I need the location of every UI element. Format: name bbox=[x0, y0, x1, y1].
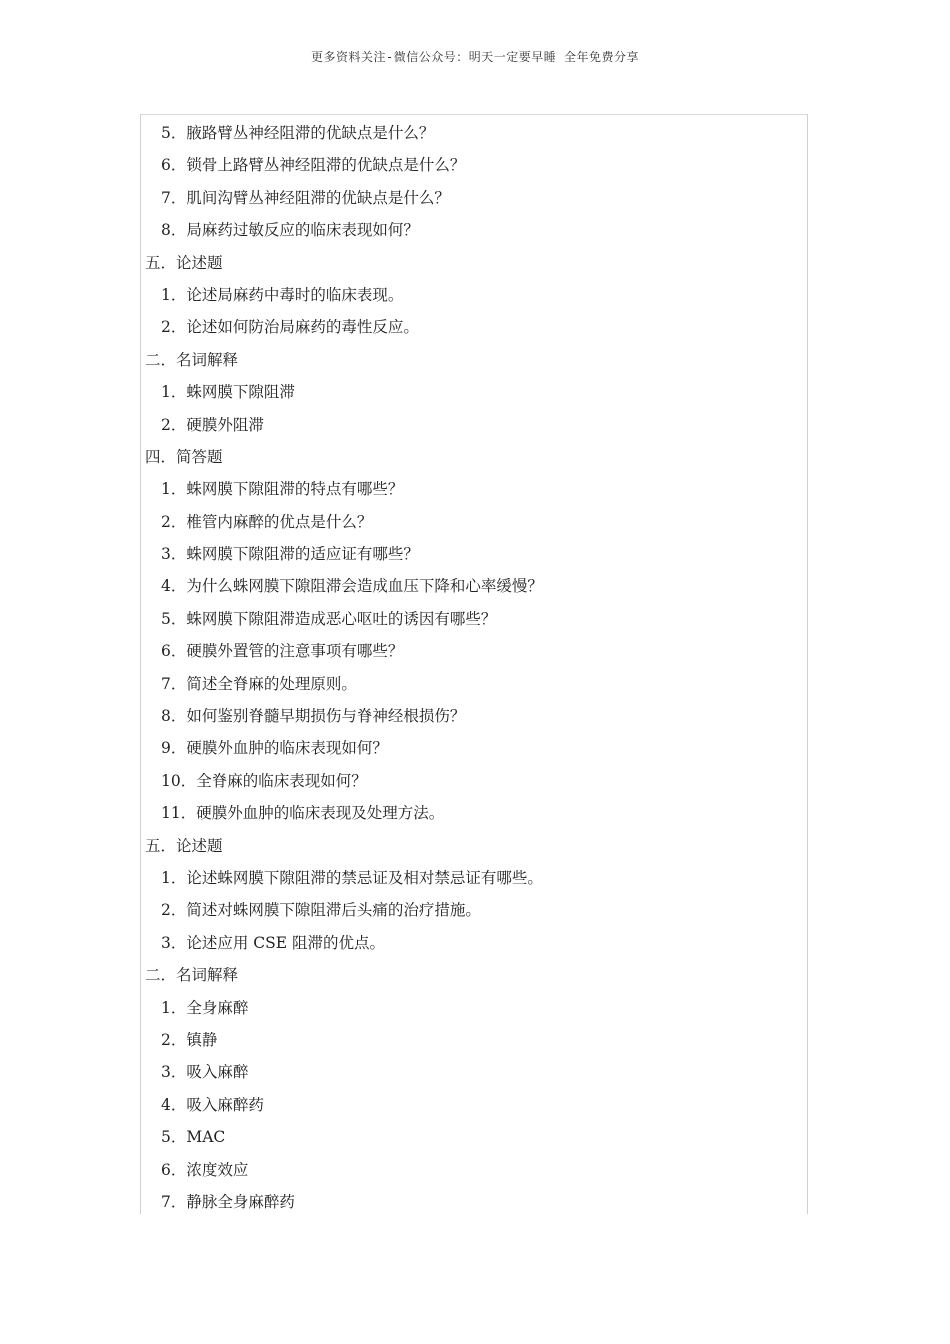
question-item: 5．MAC bbox=[161, 1128, 226, 1147]
question-item: 4．吸入麻醉药 bbox=[161, 1095, 264, 1114]
page-header: 更多资料关注-微信公众号：明天一定要早睡 全年免费分享 bbox=[311, 50, 639, 64]
section-heading: 五．论述题 bbox=[145, 253, 223, 272]
question-item: 1．论述蛛网膜下隙阻滞的禁忌证及相对禁忌证有哪些。 bbox=[161, 868, 543, 887]
question-item: 7．肌间沟臂丛神经阻滞的优缺点是什么？ bbox=[161, 188, 450, 207]
question-item: 1．蛛网膜下隙阻滞 bbox=[161, 383, 295, 402]
question-item: 10．全脊麻的临床表现如何？ bbox=[161, 771, 367, 790]
question-item: 2．硬膜外阻滞 bbox=[161, 415, 264, 434]
question-item: 3．蛛网膜下隙阻滞的适应证有哪些？ bbox=[161, 545, 419, 564]
question-item: 1．论述局麻药中毒时的临床表现。 bbox=[161, 285, 404, 304]
question-list bbox=[141, 117, 807, 1218]
question-item: 4．为什么蛛网膜下隙阻滞会造成血压下降和心率缓慢？ bbox=[161, 577, 543, 596]
section-heading: 五．论述题 bbox=[145, 836, 223, 855]
question-item: 1．全身麻醉 bbox=[161, 998, 249, 1017]
question-item: 5．蛛网膜下隙阻滞造成恶心呕吐的诱因有哪些？ bbox=[161, 609, 497, 628]
question-item: 9．硬膜外血肿的临床表现如何？ bbox=[161, 739, 388, 758]
question-item: 6．锁骨上路臂丛神经阻滞的优缺点是什么？ bbox=[161, 156, 466, 175]
question-item: 1．蛛网膜下隙阻滞的特点有哪些？ bbox=[161, 480, 404, 499]
question-item: 6．硬膜外置管的注意事项有哪些？ bbox=[161, 642, 404, 661]
question-item: 8．如何鉴别脊髓早期损伤与脊神经根损伤？ bbox=[161, 707, 466, 726]
question-item: 3．论述应用 CSE 阻滞的优点。 bbox=[161, 933, 386, 952]
section-heading: 二．名词解释 bbox=[145, 966, 239, 985]
question-item: 2．椎管内麻醉的优点是什么？ bbox=[161, 512, 373, 531]
question-item: 3．吸入麻醉 bbox=[161, 1063, 249, 1082]
section-heading: 二．名词解释 bbox=[145, 350, 239, 369]
question-item: 5．腋路臂丛神经阻滞的优缺点是什么？ bbox=[161, 124, 435, 142]
question-item: 6．浓度效应 bbox=[161, 1160, 249, 1179]
question-item: 2．论述如何防治局麻药的毒性反应。 bbox=[161, 318, 419, 337]
question-item: 2．镇静 bbox=[161, 1030, 218, 1049]
question-item: 8．局麻药过敏反应的临床表现如何？ bbox=[161, 221, 419, 240]
question-item: 7．简述全脊麻的处理原则。 bbox=[161, 674, 357, 693]
section-heading: 四．简答题 bbox=[145, 447, 223, 466]
question-item: 2．简述对蛛网膜下隙阻滞后头痛的治疗措施。 bbox=[161, 901, 481, 920]
question-item: 7．静脉全身麻醉药 bbox=[161, 1192, 295, 1211]
document-body bbox=[140, 114, 808, 1214]
question-item: 11．硬膜外血肿的临床表现及处理方法。 bbox=[161, 804, 445, 823]
